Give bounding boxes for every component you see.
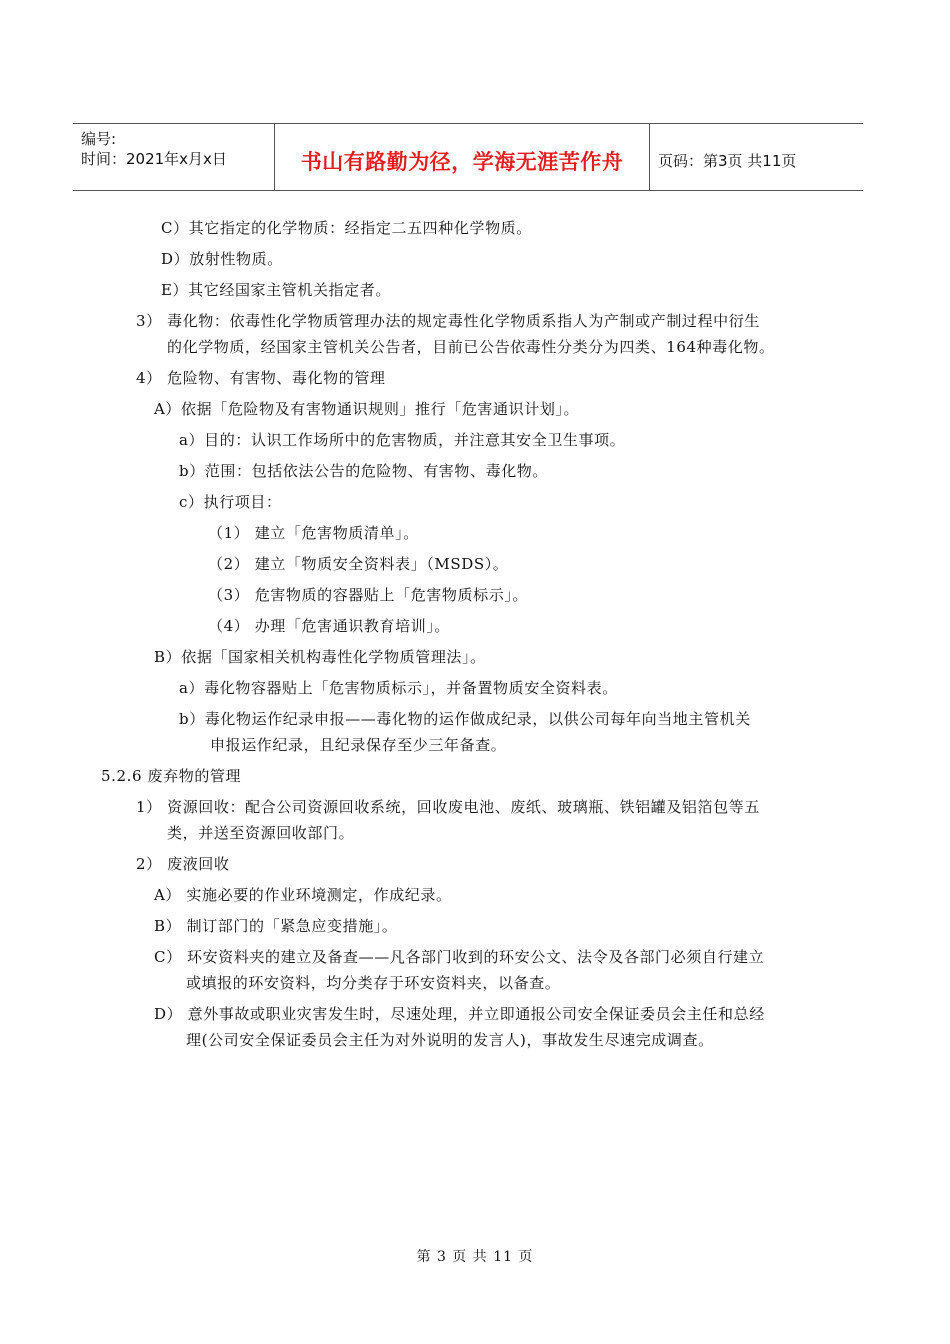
waste-1-line1: 1） 资源回收：配合公司资源回收系统，回收废电池、废纸、玻璃瓶、铁铝罐及铝箔包等五	[136, 798, 760, 816]
action-3: （3） 危害物质的容器贴上「危害物质标示」。	[208, 586, 529, 604]
waste-2-heading: 2） 废液回收	[136, 855, 230, 873]
motto-text: 书山有路勤为径，学海无涯苦作舟	[300, 150, 624, 174]
item-d-radioactive: D）放射性物质。	[161, 250, 283, 268]
item-4a-hazcom-plan: A）依据「危险物及有害物通识规则」推行「危害通识计划」。	[154, 400, 580, 418]
item-4b-b-line1: b）毒化物运作纪录申报——毒化物的运作做成纪录，以供公司每年向当地主管机关	[179, 710, 751, 728]
waste-2-c-line1: C） 环安资料夹的建立及备查——凡各部门收到的环安公文、法令及各部门必须自行建立	[154, 948, 765, 966]
waste-2-d-line2: 理(公司安全保证委员会主任为对外说明的发言人)，事故发生尽速完成调查。	[186, 1031, 714, 1049]
item-3-toxic-line1: 3） 毒化物：依毒性化学物质管理办法的规定毒性化学物质系指人为产制或产制过程中衍生	[136, 312, 760, 330]
page-footer: 第 3 页 共 11 页	[416, 1249, 534, 1265]
page-header	[73, 123, 863, 191]
document-time-label: 时间：2021年x月x日	[81, 150, 227, 168]
waste-2-a: A） 实施必要的作业环境测定，作成纪录。	[154, 886, 452, 904]
header-page-cell	[650, 124, 863, 190]
item-4b-toxic-law: B）依据「国家相关机构毒性化学物质管理法」。	[154, 648, 486, 666]
section-5-2-6-heading: 5.2.6 废弃物的管理	[101, 767, 242, 785]
waste-2-c-line2: 或填报的环安资料，均分类存于环安资料夹，以备查。	[186, 974, 561, 992]
action-2: （2） 建立「物质安全资料表」（MSDS）。	[208, 555, 509, 573]
waste-2-d-line1: D） 意外事故或职业灾害发生时，尽速处理，并立即通报公司安全保证委员会主任和总经	[154, 1005, 765, 1023]
header-info-cell	[73, 124, 275, 190]
item-4a-purpose: a）目的：认识工作场所中的危害物质，并注意其安全卫生事项。	[179, 431, 626, 449]
item-4b-a-labels: a）毒化物容器贴上「危害物质标示」，并备置物质安全资料表。	[179, 679, 618, 697]
item-e-designated: E）其它经国家主管机关指定者。	[161, 281, 391, 299]
item-4-heading: 4） 危险物、有害物、毒化物的管理	[136, 369, 386, 387]
item-4a-actions: c）执行项目：	[179, 493, 282, 511]
item-4a-scope: b）范围：包括依法公告的危险物、有害物、毒化物。	[179, 462, 549, 480]
page-code-label: 页码：第3页 共11页	[658, 152, 797, 170]
action-1: （1） 建立「危害物质清单」。	[208, 524, 419, 542]
action-4: （4） 办理「危害通识教育培训」。	[208, 617, 451, 635]
item-c-other-chemicals: C）其它指定的化学物质：经指定二五四种化学物质。	[161, 219, 532, 237]
header-motto-cell	[275, 124, 650, 190]
item-4b-b-line2: 申报运作纪录，且纪录保存至少三年备查。	[210, 736, 507, 754]
waste-1-line2: 类，并送至资源回收部门。	[167, 824, 355, 842]
document-number-label: 编号:	[81, 130, 117, 148]
waste-2-b: B） 制订部门的「紧急应变措施」。	[154, 917, 398, 935]
item-3-toxic-line2: 的化学物质，经国家主管机关公告者，目前已公告依毒性分类分为四类、164种毒化物。	[167, 338, 775, 356]
